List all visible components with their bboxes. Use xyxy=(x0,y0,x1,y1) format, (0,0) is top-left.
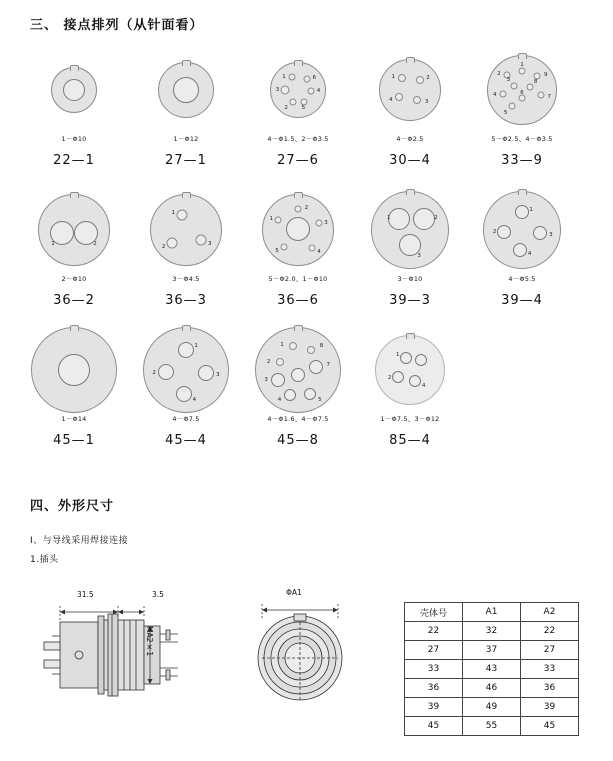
connector-row xyxy=(0,188,613,328)
connector-spec-label: 4－Φ1.5、2－Φ3.5 xyxy=(267,135,329,143)
connector-spec-label: 1－Φ14 xyxy=(61,415,87,423)
table-cell: 45 xyxy=(405,717,463,736)
table-cell: 46 xyxy=(463,679,521,698)
connector-row xyxy=(0,328,613,468)
contact-pin xyxy=(413,208,435,230)
contact-pin xyxy=(198,365,214,381)
front-diameter-label: ΦA1 xyxy=(286,588,302,597)
contact-number-label: 1 xyxy=(280,341,284,348)
connector-face-wrap xyxy=(242,48,354,132)
connector-cell xyxy=(466,48,578,168)
contact-number-label: 1 xyxy=(282,74,286,81)
contact-pin xyxy=(415,354,427,366)
contact-number-label: 7 xyxy=(326,361,330,368)
connector-face xyxy=(262,194,334,266)
contact-number-label: 5 xyxy=(275,248,279,254)
contact-pin xyxy=(309,245,316,252)
contact-pin xyxy=(284,389,296,401)
connector-face-wrap xyxy=(354,188,466,272)
contact-pin xyxy=(413,96,421,104)
table-cell: 45 xyxy=(521,717,579,736)
contact-pin xyxy=(400,352,412,364)
connector-spec-label: 4－Φ7.5 xyxy=(172,415,200,423)
contact-pin xyxy=(538,92,545,99)
connector-code-label: 45—4 xyxy=(165,433,207,448)
connector-face xyxy=(150,194,222,266)
contact-number-label: 4 xyxy=(192,397,197,404)
contact-number-label: 2 xyxy=(93,241,97,247)
section-outline-dimensions-title: 四、外形尺寸 xyxy=(30,499,115,514)
keyway-notch xyxy=(182,60,191,66)
connector-code-label: 85—4 xyxy=(389,433,431,448)
contact-number-label: 8 xyxy=(319,343,324,350)
keyway-notch xyxy=(70,325,79,331)
table-row xyxy=(405,698,579,717)
table-cell: 22 xyxy=(405,622,463,641)
contact-number-label: 5 xyxy=(318,397,322,404)
table-cell: 43 xyxy=(463,660,521,679)
contact-number-label: 1 xyxy=(396,352,400,359)
connector-face xyxy=(270,62,326,118)
connector-cell xyxy=(354,48,466,168)
connector-spec-label: 5－Φ2.5、4－Φ3.5 xyxy=(491,135,553,143)
table-header-a1: A1 xyxy=(463,603,521,622)
contact-pin xyxy=(173,77,199,103)
table-cell: 33 xyxy=(405,660,463,679)
connector-code-label: 36—6 xyxy=(277,293,319,308)
contact-pin xyxy=(158,364,174,380)
contact-number-label: 4 xyxy=(527,251,532,258)
contact-pin xyxy=(301,98,308,105)
contact-number-label: 5 xyxy=(503,110,508,117)
contact-pin xyxy=(275,217,282,224)
connector-face xyxy=(255,327,341,413)
contact-number-label: 5 xyxy=(301,105,306,112)
connector-face-wrap xyxy=(354,48,466,132)
contact-number-label: 6 xyxy=(520,89,524,96)
connector-grid xyxy=(0,48,613,468)
keyway-notch xyxy=(518,53,527,59)
connector-face xyxy=(31,327,117,413)
connector-face-wrap xyxy=(354,328,466,412)
contact-pin xyxy=(178,342,194,358)
connector-code-label: 45—8 xyxy=(277,433,319,448)
contact-pin xyxy=(527,84,534,91)
contact-number-label: 4 xyxy=(277,397,282,404)
connector-code-label: 45—1 xyxy=(53,433,95,448)
connector-face xyxy=(487,55,557,125)
contact-pin xyxy=(510,82,517,89)
table-cell: 36 xyxy=(405,679,463,698)
contact-number-label: 1 xyxy=(269,215,274,222)
contact-pin xyxy=(286,217,310,241)
connector-face xyxy=(483,191,561,269)
contact-number-label: 4 xyxy=(317,249,321,256)
contact-pin xyxy=(304,388,316,400)
connector-face xyxy=(371,191,449,269)
connector-cell xyxy=(466,188,578,308)
connector-code-label: 27—1 xyxy=(165,153,207,168)
section-contact-arrangement-title: 三、 接点排列（从针面看） xyxy=(30,18,204,33)
contact-number-label: 1 xyxy=(391,73,395,80)
connector-face xyxy=(375,335,445,405)
connector-face-wrap xyxy=(18,48,130,132)
table-cell: 32 xyxy=(463,622,521,641)
contact-number-label: 9 xyxy=(544,72,548,79)
contact-number-label: 3 xyxy=(324,220,328,226)
contact-pin xyxy=(281,86,290,95)
contact-number-label: 2 xyxy=(387,375,392,382)
connector-spec-label: 4－Φ5.5 xyxy=(508,275,536,283)
contact-number-label: 2 xyxy=(266,358,271,365)
contact-pin xyxy=(276,358,284,366)
keyway-notch xyxy=(70,65,79,71)
table-row xyxy=(405,660,579,679)
contact-pin xyxy=(167,237,178,248)
contact-pin xyxy=(295,206,302,213)
table-cell: 27 xyxy=(405,641,463,660)
connector-face xyxy=(379,59,441,121)
contact-pin xyxy=(513,243,527,257)
connector-spec-label: 1－Φ10 xyxy=(61,135,87,143)
contact-number-label: 3 xyxy=(549,231,553,238)
thread-label: MA2×1 xyxy=(145,626,154,657)
contact-number-label: 3 xyxy=(506,77,511,84)
connector-code-label: 39—4 xyxy=(501,293,543,308)
connector-face-wrap xyxy=(466,48,578,132)
table-cell: 55 xyxy=(463,717,521,736)
contact-pin xyxy=(176,386,192,402)
connector-cell xyxy=(130,188,242,308)
connector-cell xyxy=(354,328,466,448)
connector-face-wrap xyxy=(466,188,578,272)
contact-number-label: 3 xyxy=(417,252,421,259)
connector-cell xyxy=(130,48,242,168)
contact-number-label: 1 xyxy=(194,343,198,350)
contact-number-label: 3 xyxy=(216,372,220,379)
contact-pin xyxy=(307,346,315,354)
keyway-notch xyxy=(406,333,415,339)
contact-number-label: 1 xyxy=(171,210,176,217)
connector-code-label: 22—1 xyxy=(53,153,95,168)
contact-pin xyxy=(497,225,511,239)
connector-face xyxy=(38,194,110,266)
contact-number-label: 2 xyxy=(497,70,501,77)
contact-pin xyxy=(176,209,187,220)
table-header-a2: A2 xyxy=(521,603,579,622)
table-cell: 39 xyxy=(405,698,463,717)
connector-cell xyxy=(242,188,354,308)
keyway-notch xyxy=(70,192,79,198)
connector-cell xyxy=(354,188,466,308)
contact-number-label: 4 xyxy=(316,88,321,95)
contact-number-label: 2 xyxy=(492,228,497,235)
shell-size-table xyxy=(404,602,579,736)
connector-face-wrap xyxy=(242,328,354,412)
contact-number-label: 1 xyxy=(51,241,55,247)
contact-pin xyxy=(303,76,310,83)
keyway-notch xyxy=(182,325,191,331)
table-header-row xyxy=(405,603,579,622)
table-row xyxy=(405,717,579,736)
dim-31-5-label: 31.5 xyxy=(77,590,94,599)
keyway-notch xyxy=(406,189,415,195)
contact-pin xyxy=(289,98,296,105)
connector-face xyxy=(51,67,97,113)
contact-pin xyxy=(499,91,506,98)
connector-spec-label: 4－Φ1.6、4－Φ7.5 xyxy=(267,415,329,423)
keyway-notch xyxy=(182,192,191,198)
contact-pin xyxy=(416,76,424,84)
connector-cell xyxy=(242,48,354,168)
table-cell: 49 xyxy=(463,698,521,717)
connector-cell xyxy=(18,188,130,308)
contact-number-label: 1 xyxy=(529,207,533,214)
keyway-notch xyxy=(406,57,415,63)
contact-number-label: 3 xyxy=(275,87,280,93)
contact-number-label: 3 xyxy=(208,241,212,247)
table-cell: 37 xyxy=(463,641,521,660)
connector-cell xyxy=(18,328,130,448)
contact-number-label: 4 xyxy=(421,383,426,390)
contact-pin xyxy=(533,226,547,240)
connector-spec-label: 2－Φ10 xyxy=(61,275,87,283)
contact-number-label: 7 xyxy=(547,93,551,100)
contact-pin xyxy=(271,373,285,387)
connector-code-label: 27—6 xyxy=(277,153,319,168)
contact-number-label: 4 xyxy=(389,96,393,103)
contact-pin xyxy=(309,360,323,374)
connector-row xyxy=(0,48,613,188)
contact-number-label: 8 xyxy=(533,78,538,85)
keyway-notch xyxy=(294,325,303,331)
connector-face xyxy=(143,327,229,413)
table-row xyxy=(405,622,579,641)
connector-face-wrap xyxy=(130,188,242,272)
contact-number-label: 3 xyxy=(264,377,268,384)
connector-spec-label: 1－Φ12 xyxy=(173,135,199,143)
keyway-notch xyxy=(518,189,527,195)
contact-pin xyxy=(196,234,207,245)
contact-number-label: 2 xyxy=(434,214,438,221)
connector-cell xyxy=(130,328,242,448)
contact-pin xyxy=(509,103,516,110)
contact-pin xyxy=(519,67,526,74)
keyway-notch xyxy=(294,192,303,198)
connector-spec-label: 3－Φ10 xyxy=(397,275,423,283)
contact-pin xyxy=(307,88,314,95)
connector-code-label: 33—9 xyxy=(501,153,543,168)
contact-pin xyxy=(63,79,85,101)
connector-spec-label: 4－Φ2.5 xyxy=(396,135,424,143)
connector-face-wrap xyxy=(130,328,242,412)
contact-pin xyxy=(392,371,404,383)
contact-pin xyxy=(398,74,406,82)
contact-number-label: 6 xyxy=(312,75,316,82)
contact-pin xyxy=(395,93,403,101)
connector-code-label: 36—3 xyxy=(165,293,207,308)
contact-pin xyxy=(316,220,323,227)
table-row xyxy=(405,641,579,660)
contact-pin xyxy=(291,368,305,382)
contact-number-label: 2 xyxy=(152,370,156,377)
contact-number-label: 1 xyxy=(386,214,391,221)
dim-3-5-label: 3.5 xyxy=(152,590,164,599)
table-cell: 27 xyxy=(521,641,579,660)
table-cell: 39 xyxy=(521,698,579,717)
connector-face-wrap xyxy=(18,188,130,272)
connector-cell xyxy=(18,48,130,168)
connector-spec-label: 5－Φ2.0、1－Φ10 xyxy=(268,275,328,283)
connector-code-label: 36—2 xyxy=(53,293,95,308)
connector-face-wrap xyxy=(242,188,354,272)
contact-pin xyxy=(409,375,421,387)
table-cell: 22 xyxy=(521,622,579,641)
contact-pin xyxy=(289,342,297,350)
connector-cell xyxy=(242,328,354,448)
connector-spec-label: 3－Φ4.5 xyxy=(172,275,200,283)
contact-pin xyxy=(281,243,288,250)
contact-number-label: 2 xyxy=(304,204,309,211)
contact-number-label: 3 xyxy=(425,99,429,105)
note-plug: 1.插头 xyxy=(30,555,59,565)
table-row xyxy=(405,679,579,698)
contact-number-label: 2 xyxy=(284,105,288,112)
contact-number-label: 4 xyxy=(493,92,497,99)
table-cell: 36 xyxy=(521,679,579,698)
contact-pin xyxy=(515,205,529,219)
table-cell: 33 xyxy=(521,660,579,679)
connector-face-wrap xyxy=(18,328,130,412)
connector-code-label: 30—4 xyxy=(389,153,431,168)
connector-face-wrap xyxy=(130,48,242,132)
contact-pin xyxy=(58,354,90,386)
contact-number-label: 2 xyxy=(426,75,430,81)
contact-number-label: 2 xyxy=(161,243,166,250)
note-solder-connection: I、与导线采用焊接连接 xyxy=(30,536,129,546)
contact-pin xyxy=(388,208,410,230)
contact-number-label: 1 xyxy=(520,61,524,68)
connector-spec-label: 1－Φ7.5、3－Φ12 xyxy=(380,415,440,423)
connector-code-label: 39—3 xyxy=(389,293,431,308)
keyway-notch xyxy=(294,60,303,66)
connector-face xyxy=(158,62,214,118)
side-and-front-view-svg xyxy=(0,580,400,750)
contact-pin xyxy=(288,74,295,81)
table-header-shell: 壳体号 xyxy=(405,603,463,622)
